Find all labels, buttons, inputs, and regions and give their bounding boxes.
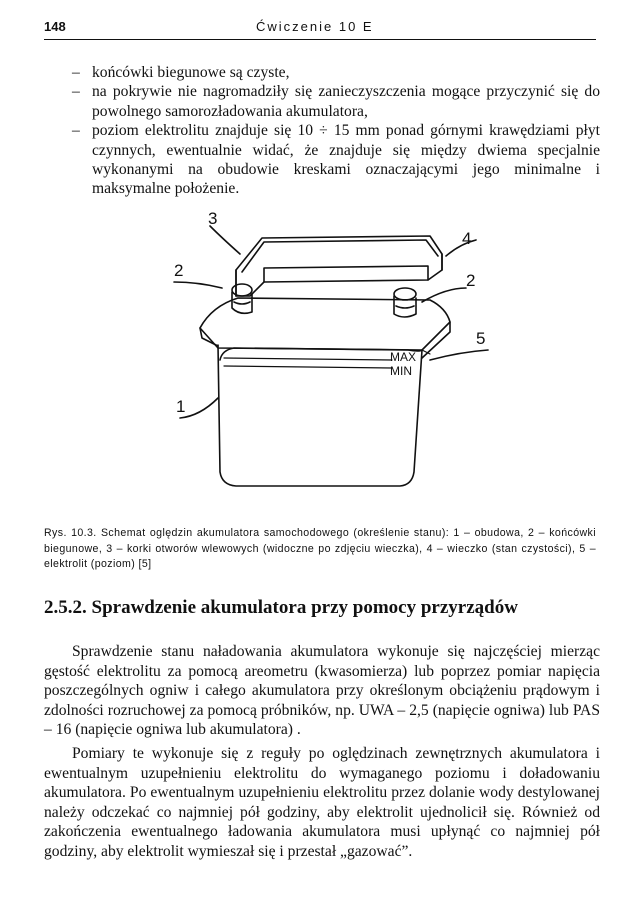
paragraph-text: Sprawdzenie stanu naładowania akumulatora wykonuje się najczęściej mierząc gęstość elektrolitu za pomocą areometru (kwasomierza) lub poprzez pomiar napięcia poszczególnych ogniw i całego akumulatora przy określonym obciążeniu prądowym i zdolności rozruchowej za pomocą próbników, np. UWA – 2,5 (napięcie ogniwa) lub PAS – 16 (napięcie ogniwa lub akumulatora) . bbox=[44, 643, 600, 739]
running-title: Ćwiczenie 10 E bbox=[256, 19, 374, 34]
max-line bbox=[224, 358, 392, 360]
label-4: 4 bbox=[462, 229, 472, 248]
page-number: 148 bbox=[44, 19, 66, 34]
label-max: MAX bbox=[390, 350, 417, 364]
bullet-item bbox=[72, 63, 600, 82]
label-2-left: 2 bbox=[174, 261, 184, 280]
bullet-item bbox=[72, 121, 600, 199]
label-min: MIN bbox=[390, 364, 412, 378]
leader-1 bbox=[180, 398, 218, 418]
bullet-dash: – bbox=[72, 83, 80, 101]
bullet-text: poziom elektrolitu znajduje się 10 ÷ 15 mm ponad górnymi krawędziami płyt czynnych, ewentualnie widać, że znajduje się między dwiema specjalnie wykonanymi na obudowie kreskami oznaczającymi jego minimalne i maksymalne położenie. bbox=[92, 122, 600, 198]
bullet-text: na pokrywie nie nagromadziły się zanieczyszczenia mogące przyczynić się do powolnego samorozładowania akumulatora, bbox=[92, 83, 600, 120]
leader-4 bbox=[446, 240, 476, 256]
page-header bbox=[44, 19, 596, 41]
header-rule bbox=[44, 39, 596, 40]
leader-5 bbox=[430, 350, 488, 360]
label-1: 1 bbox=[176, 397, 186, 416]
bullet-list bbox=[72, 63, 600, 199]
paragraph bbox=[44, 744, 600, 862]
leader-3 bbox=[210, 226, 240, 254]
bullet-dash: – bbox=[72, 64, 80, 81]
label-3: 3 bbox=[208, 210, 218, 228]
battery-diagram bbox=[160, 210, 500, 510]
bullet-item bbox=[72, 82, 600, 121]
paragraph-text: Pomiary te wykonuje się z reguły po oględzinach zewnętrznych akumulatora i ewentualnym uzupełnieniu elektrolitu do wymaganego poziomu i doładowaniu akumulatora. Po ewentualnym uzupełnieniu elektrolitu przez dolanie wody destylowanej należy odczekać co najmniej pół godziny, aby elektrolit ujednolicił się. Również od zakończenia ewentualnego ładowania akumulatora musi upłynąć co najmniej pół godziny, aby elektrolit wymieszał się i przestał „gazować”. bbox=[44, 745, 600, 860]
label-2-right: 2 bbox=[466, 271, 476, 290]
paragraph bbox=[44, 642, 600, 740]
section-heading: 2.5.2. Sprawdzenie akumulatora przy pomocy przyrządów bbox=[44, 597, 518, 618]
bullet-dash: – bbox=[72, 122, 80, 140]
figure-caption: Rys. 10.3. Schemat oględzin akumulatora samochodowego (określenie stanu): 1 – obudowa, 2 – końcówki biegunowe, 3 – korki otworów wlewowych (widoczne po zdjęciu wieczka), 4 – wieczko (stan czystości), 5 – elektrolit (poziom) [5] bbox=[44, 527, 596, 571]
leader-2-left bbox=[174, 282, 222, 288]
min-line bbox=[224, 366, 392, 368]
label-5: 5 bbox=[476, 329, 486, 348]
bullet-text: końcówki biegunowe są czyste, bbox=[92, 64, 290, 81]
